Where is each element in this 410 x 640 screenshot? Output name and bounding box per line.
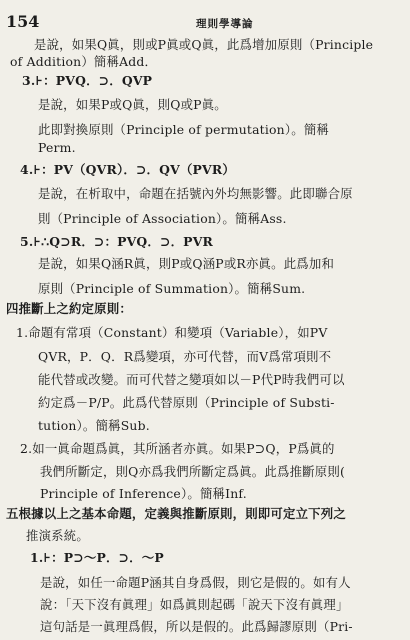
text-line: 能代替或改變。而可代替之變項如以－P代P時我們可以 [38, 372, 345, 387]
text-line: 我們所斷定，則Q亦爲我們所斷定爲眞。此爲推斷原則( [40, 464, 345, 479]
text-line: tution）。簡稱Sub. [38, 418, 150, 433]
page-number: 154 [6, 12, 40, 31]
text-line: 原則（Principle of Summation）。簡稱Sum. [38, 281, 306, 296]
text-line: 1.命題有常項（Constant）和變項（Variable），如PV [16, 325, 328, 340]
text-line: 2.如一眞命題爲眞，其所涵者亦眞。如果P⊃Q，P爲眞的 [20, 441, 335, 456]
text-line: 這句話是一眞理爲假，所以是假的。此爲歸謬原則（Pri- [40, 619, 353, 634]
formula-line: 4.⊦：PV（QVR）．⊃．QV（PVR） [20, 162, 235, 177]
formula-line: 5.⊦∴Q⊃R．⊃：PVQ．⊃．PVR [20, 234, 213, 249]
section-heading: 四推斷上之約定原則： [6, 301, 132, 316]
text-line: 是說，如果Q涵R眞，則P或Q涵P或R亦眞。此爲加和 [38, 256, 335, 271]
text-line: 是說，如任一命題P涵其自身爲假，則它是假的。如有人 [40, 575, 351, 590]
text-line: 說：「天下沒有眞理」如爲眞則起碼「說天下沒有眞理」 [40, 597, 349, 612]
section-heading: 五根據以上之基本命題，定義與推斷原則，則即可定立下列之 [6, 506, 346, 521]
formula-line: 3.⊦：PVQ．⊃．QVP [22, 73, 153, 88]
running-title: 理則學導論 [196, 18, 254, 30]
text-line: 約定爲－P/P。此爲代替原則（Principle of Substi- [38, 395, 335, 410]
text-line: of Addition）簡稱Add． [10, 54, 158, 69]
text-line: QVR，P．Q．R爲變項，亦可代替，而V爲常項則不 [38, 349, 332, 364]
text-line: 推演系統。 [26, 528, 89, 543]
formula-line: 1.⊦：P⊃～P．⊃．～P [30, 550, 164, 565]
text-line: Principle of Inference）。簡稱Inf. [40, 486, 247, 501]
text-line: 是說，如果P或Q眞，則Q或P眞。 [38, 97, 227, 112]
text-line: 則（Principle of Association）。簡稱Ass. [38, 211, 287, 226]
text-line: 是說，在析取中，命題在括號內外均無影響。此即聯合原 [38, 186, 353, 201]
text-line: 此即對換原則（Principle of permutation）。簡稱 [38, 122, 330, 137]
text-line: Perm. [38, 140, 76, 155]
text-line: 是說，如果Q眞，則或P眞或Q眞，此爲增加原則（Principle [34, 37, 374, 52]
